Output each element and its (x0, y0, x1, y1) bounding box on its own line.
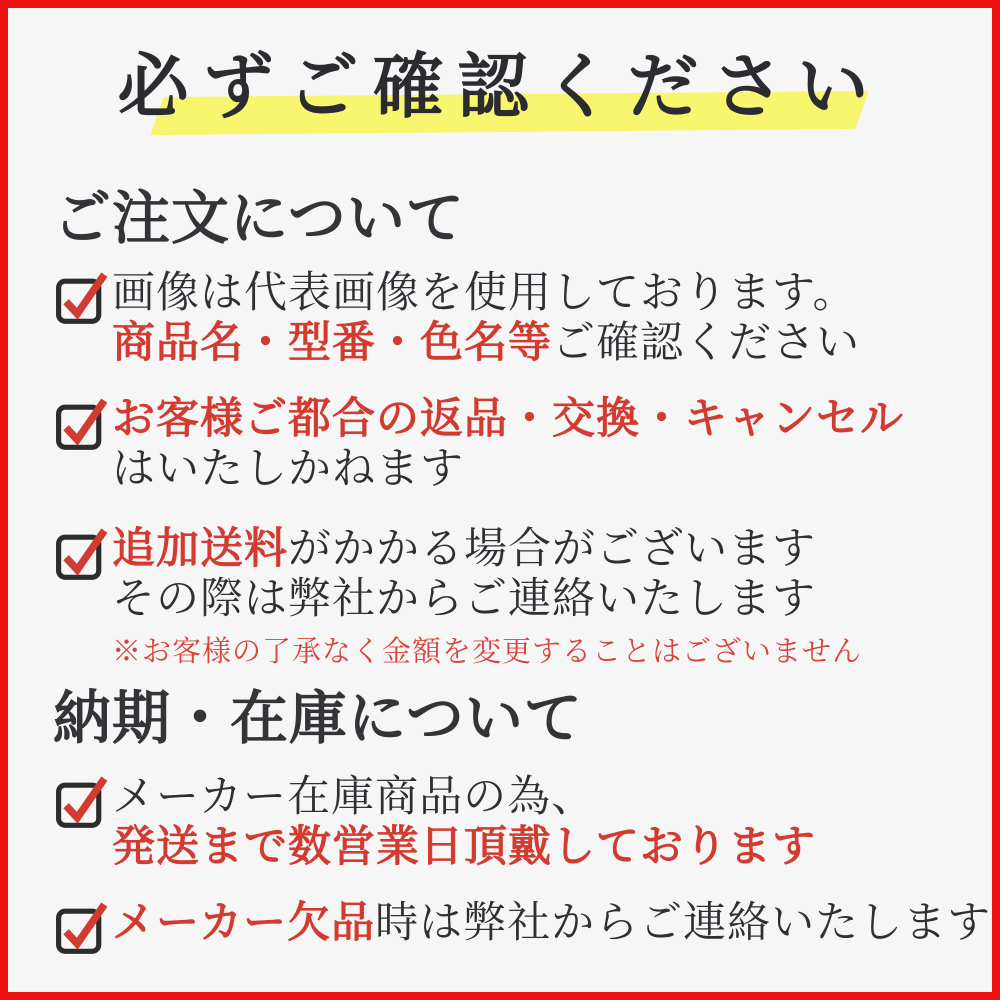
item-line (112, 574, 862, 624)
text-segment: その際は弊社からご連絡いたします (112, 574, 816, 624)
checklist-item-representative-image (53, 268, 860, 368)
checked-checkbox-icon (53, 524, 109, 582)
text-segment: はいたしかねます (112, 444, 464, 494)
text-segment: がかかる場合がございます (288, 524, 816, 574)
page-title: 必ずご確認ください (117, 44, 883, 128)
item-text (112, 898, 991, 948)
checked-checkbox-icon (53, 772, 109, 830)
item-text (112, 394, 904, 494)
item-line (112, 318, 860, 368)
text-segment: 時は弊社からご連絡いたします (375, 898, 992, 948)
text-segment-emphasis: 商品名・型番・色名等 (112, 318, 552, 368)
checklist-item-returns (53, 394, 904, 494)
text-segment-emphasis: お客様ご都合の返品・交換・キャンセル (112, 394, 904, 444)
section-heading-order: ご注文について (53, 184, 465, 252)
checked-checkbox-icon (53, 268, 109, 326)
item-line (112, 394, 904, 444)
checked-checkbox-icon (53, 898, 109, 956)
text-segment-emphasis: 追加送料 (112, 524, 288, 574)
item-line (112, 524, 862, 574)
item-line (112, 772, 816, 822)
checklist-item-maker-stock (53, 772, 816, 872)
item-footnote: ※お客様の了承なく金額を変更することはございません (112, 634, 863, 668)
text-segment: 画像は代表画像を使用しております。 (112, 268, 857, 318)
text-segment: メーカー在庫商品の為、 (112, 772, 596, 822)
item-line (112, 822, 816, 872)
item-line (112, 898, 991, 948)
text-segment: ご確認ください (552, 318, 860, 368)
checklist-item-maker-out-of-stock (53, 898, 991, 956)
item-text (112, 268, 860, 368)
item-line (112, 444, 904, 494)
item-text (112, 772, 816, 872)
item-text (112, 524, 862, 668)
text-segment-emphasis: 発送まで数営業日頂戴しております (112, 822, 816, 872)
item-line (112, 268, 860, 318)
checklist-item-extra-shipping (53, 524, 862, 668)
checked-checkbox-icon (53, 394, 109, 452)
section-heading-delivery-stock: 納期・在庫について (53, 684, 583, 752)
text-segment-emphasis: メーカー欠品 (112, 898, 376, 948)
